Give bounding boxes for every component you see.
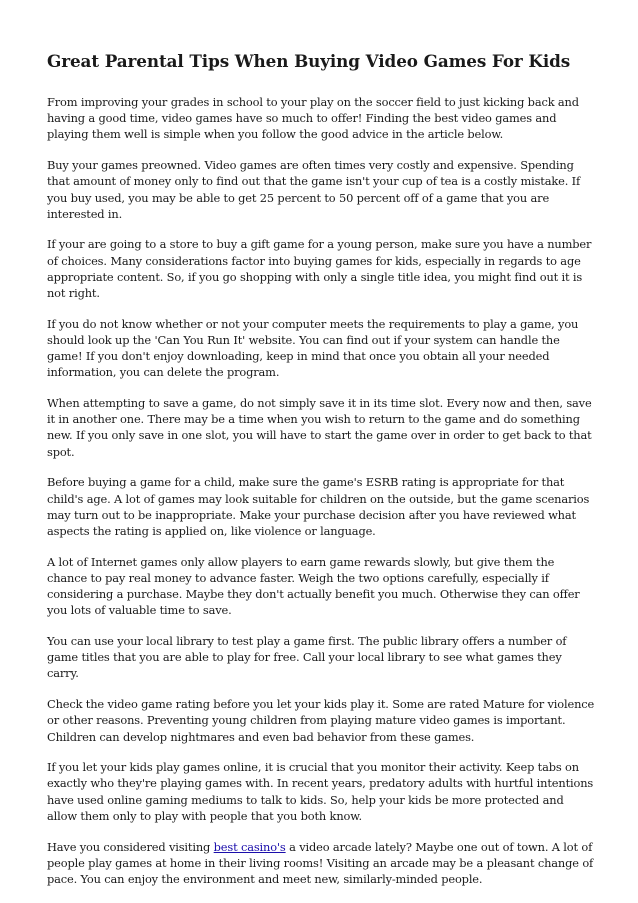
paragraph-online-monitoring: If you let your kids play games online, it is crucial that you monitor their activity. Keep tabs on exactly who they're playing games with. In recent years, predatory adults with hurtful intentions have used online gaming mediums to talk to kids. So, help your kids be more protected and allow them only to play with people that you both know. [47, 760, 594, 823]
paragraph-arcade [47, 839, 595, 888]
arcade-text-after-link: a video arcade lately? Maybe one out of town. A lot of people play games at home in their living rooms! Visiting an arcade may be a pleasant change of pace. You can enjoy the environment and meet new, similarly-minded people. [47, 839, 594, 886]
paragraph-can-you-run-it: If you do not know whether or not your computer meets the requirements to play a game, you should look up the 'Can You Run It' website. You can find out if your system can handle the game! If you don't enjoy downloading, keep in mind that once you obtain all your needed information, you can delete the program. [47, 316, 579, 380]
best-casinos-link[interactable]: best casino's [213, 839, 286, 854]
paragraph-save-slots: When attempting to save a game, do not simply save it in its time slot. Every now and then, save it in another one. There may be a time when you wish to return to the game and do something new. If you only save in one slot, you will have to start the game over in order to get back to that spot. [47, 396, 592, 459]
document-title: Great Parental Tips When Buying Video Games For Kids [47, 51, 571, 71]
paragraph-internet-games: A lot of Internet games only allow players to earn game rewards slowly, but give them the chance to pay real money to advance faster. Weigh the two options carefully, especially if considering a purchase. Maybe they don't actually benefit you much. Otherwise they can offer you lots of valuable time to save. [47, 554, 580, 618]
paragraph-preowned: Buy your games preowned. Video games are often times very costly and expensive. Spending that amount of money only to find out that the game isn't your cup of tea is a costly mistake. If you buy used, you may be able to get 25 percent to 50 percent off of a game that you are interested in. [47, 158, 581, 221]
document-page [47, 50, 595, 902]
paragraph-esrb-rating: Before buying a game for a child, make sure the game's ESRB rating is appropriate for that child's age. A lot of games may look suitable for children on the outside, but the game scenarios may turn out to be inappropriate. Make your purchase decision after you have reviewed what aspects the rating is applied on, like violence or language. [47, 475, 590, 538]
paragraph-check-rating: Check the video game rating before you let your kids play it. Some are rated Mature for violence or other reasons. Preventing young children from playing mature video games is important. Children can develop nightmares and even bad behavior from these games. [47, 697, 595, 744]
paragraph-intro: From improving your grades in school to your play on the soccer field to just kicking back and having a good time, video games have so much to offer! Finding the best video games and playing them well is simple when you follow the good advice in the article below. [47, 95, 579, 142]
paragraph-local-library: You can use your local library to test play a game first. The public library offers a number of game titles that you are able to play for free. Call your local library to see what games they carry. [47, 633, 567, 681]
paragraph-gift-game: If your are going to a store to buy a gift game for a young person, make sure you have a number of choices. Many considerations factor into buying games for kids, especially in regards to age appropriate content. So, if you go shopping with only a single title idea, you might find out it is not right. [47, 237, 592, 301]
arcade-text-before-link: Have you considered visiting [47, 839, 214, 854]
